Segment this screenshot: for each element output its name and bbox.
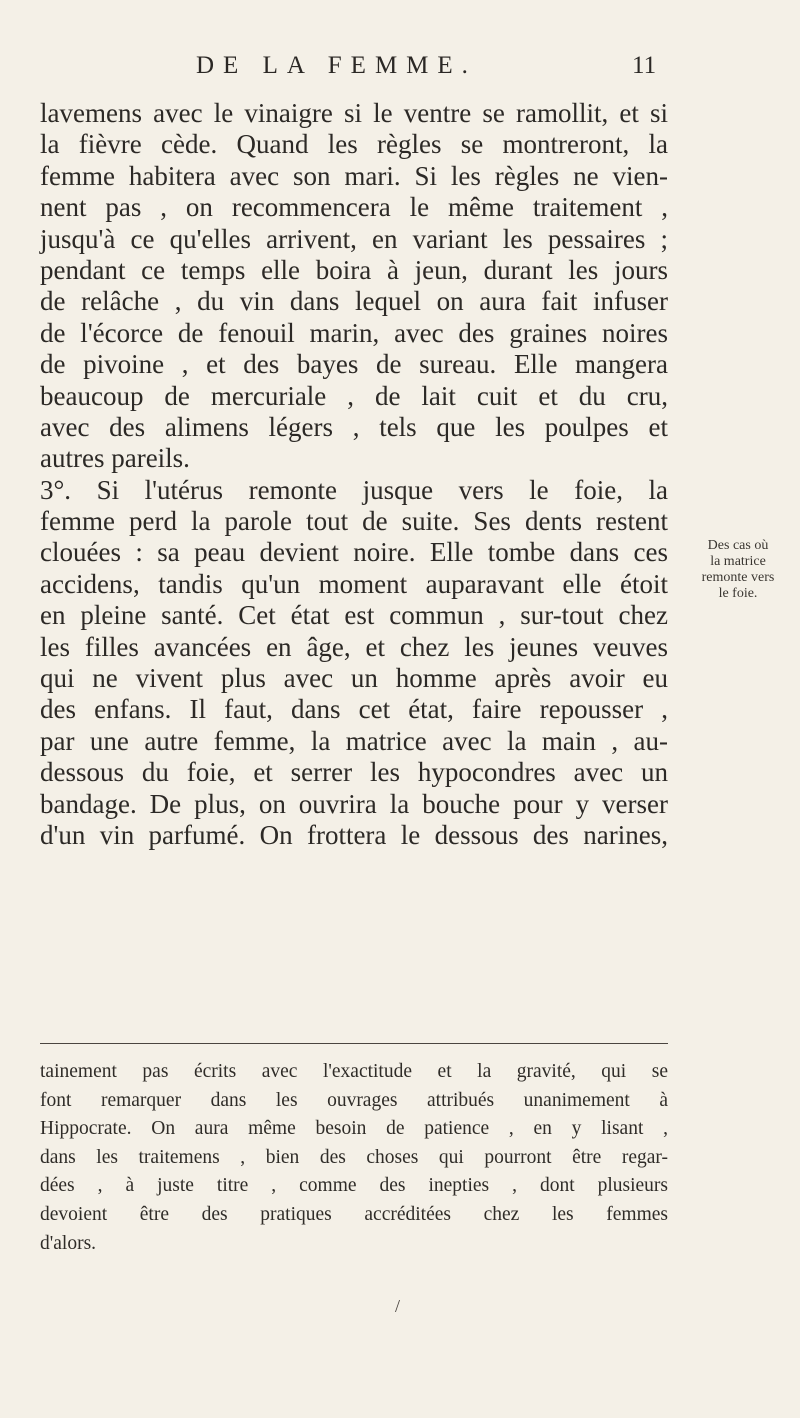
margin-note [680,538,796,602]
text-line: 3°. Si l'utérus remonte jusque vers le foie, la [40,474,668,505]
margin-note-line: Des cas où [707,538,769,553]
margin-note-line: remonte vers [701,570,775,585]
text-line: des enfans. Il faut, dans cet état, faire repousser , [40,694,668,725]
text-line: de pivoine , et des bayes de sureau. Elle mangera [40,349,668,380]
text-line: femme perd la parole tout de suite. Ses dents restent [40,506,668,537]
text-line: de l'écorce de fenouil marin, avec des graines noires [40,317,668,348]
main-text-block [40,98,668,851]
footnote-line: dans les traitemens , bien des choses qui pourront être regar- [40,1146,668,1168]
footnote-line: Hippocrate. On aura même besoin de patience , en y lisant , [40,1118,668,1140]
footnote-line: tainement pas écrits avec l'exactitude et la gravité, qui se [40,1061,668,1082]
text-line: accidens, tandis qu'un moment auparavant elle étoit [40,568,668,599]
text-line: en pleine santé. Cet état est commun , sur-tout chez [40,600,668,631]
text-line: femme habitera avec son mari. Si les règles ne vien- [40,160,668,191]
page-number: 11 [632,52,657,79]
text-line: par une autre femme, la matrice avec la main , au- [40,725,668,756]
running-title: DE LA FEMME. [196,52,477,79]
text-line: bandage. De plus, on ouvrira la bouche pour y verser [40,788,668,819]
text-line: jusqu'à ce qu'elles arrivent, en variant les pessaires ; [40,223,668,254]
margin-note-line: la matrice [710,554,766,569]
margin-note-line: le foie. [718,586,758,601]
text-line: dessous du foie, et serrer les hypocondres avec un [40,757,668,788]
text-line: autres pareils. [40,443,190,474]
footnote-line: d'alors. [40,1232,97,1254]
footnote-line: devoient être des pratiques accréditées chez les femmes [40,1203,668,1225]
text-line: d'un vin parfumé. On frottera le dessous des narines, [40,819,668,850]
text-line: la fièvre cède. Quand les règles se montreront, la [40,129,668,160]
stray-mark: / [395,1296,401,1316]
text-line: pendant ce temps elle boira à jeun, durant les jours [40,254,668,285]
page-header [0,52,800,92]
footnote-line: font remarquer dans les ouvrages attribués unanimement à [40,1089,668,1111]
text-line: qui ne vivent plus avec un homme après avoir eu [40,663,668,694]
footnote-separator [40,1043,668,1044]
text-line: lavemens avec le vinaigre si le ventre se ramollit, et si [40,98,668,128]
footnote-line: dées , à juste titre , comme des inepties , dont plusieurs [40,1175,668,1197]
text-line: nent pas , on recommencera le même traitement , [40,192,668,223]
footnote-block [40,1058,668,1258]
text-line: de relâche , du vin dans lequel on aura fait infuser [40,286,668,317]
text-line: les filles avancées en âge, et chez les jeunes veuves [40,631,668,662]
text-line: beaucoup de mercuriale , de lait cuit et du cru, [40,380,668,411]
text-line: clouées : sa peau devient noire. Elle tombe dans ces [40,537,668,568]
text-line: avec des alimens légers , tels que les poulpes et [40,411,668,442]
